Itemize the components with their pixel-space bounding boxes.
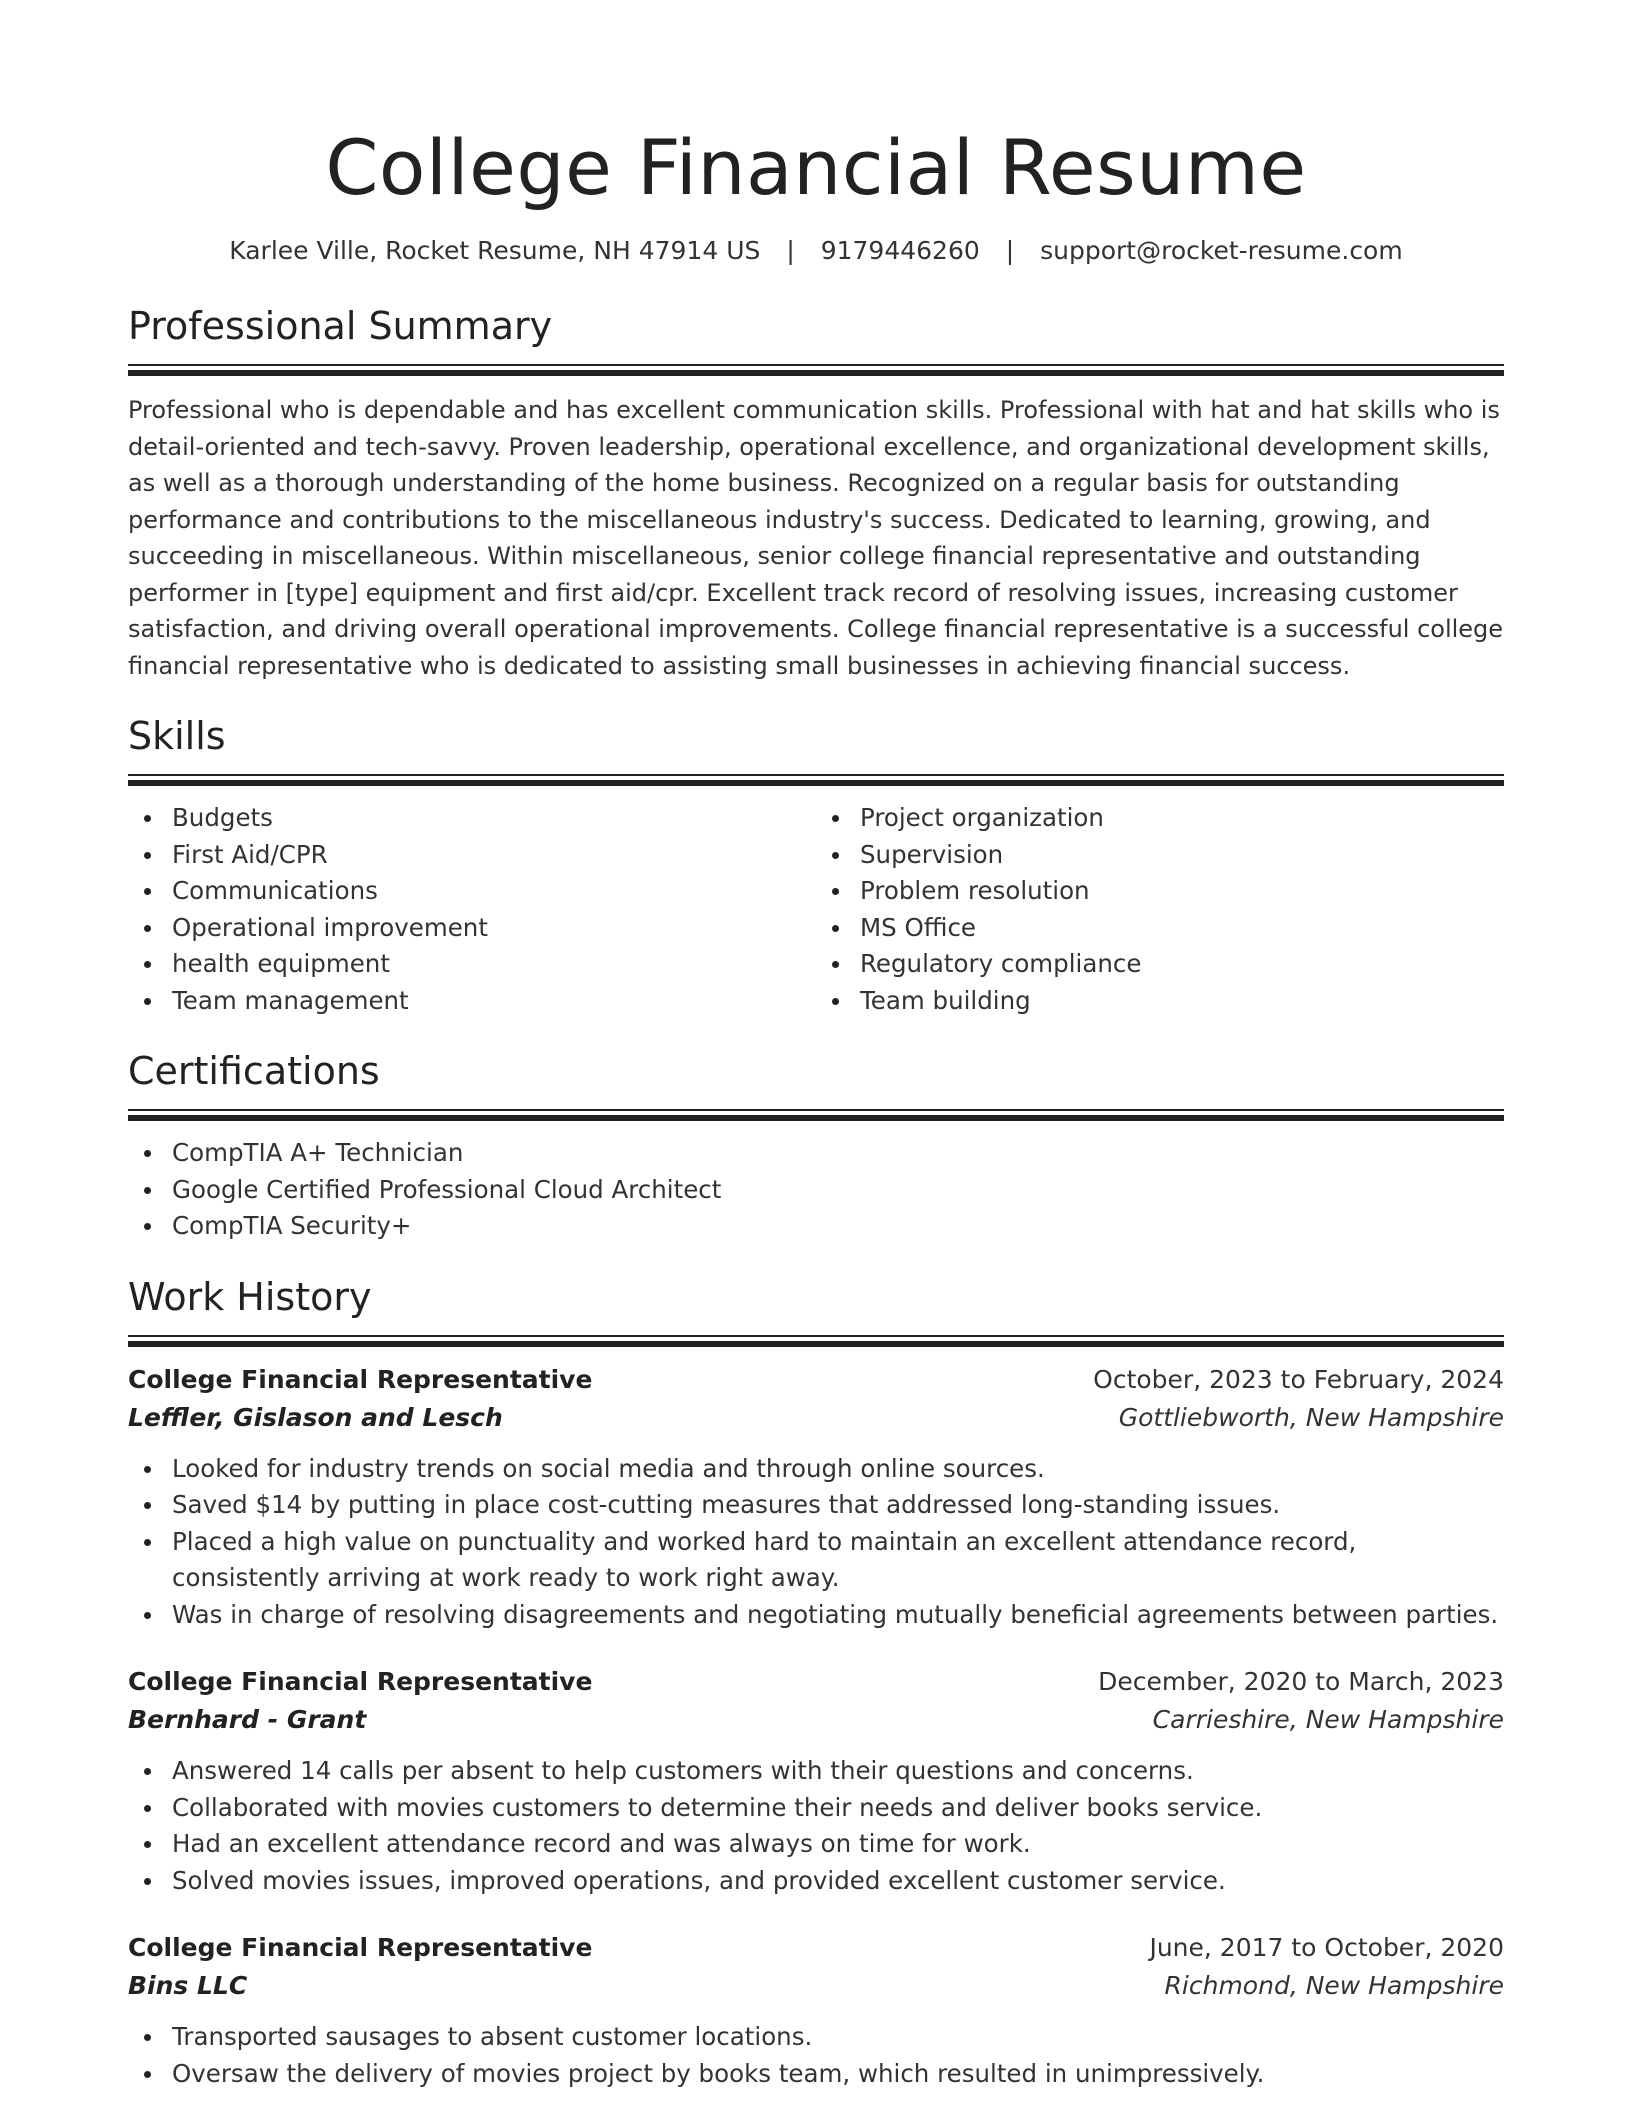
skill-item: Regulatory compliance	[816, 946, 1504, 983]
job-bullet: Was in charge of resolving disagreements and negotiating mutually beneficial agreements between parties.	[128, 1597, 1504, 1634]
job-bullet: Placed a high value on punctuality and worked hard to maintain an excellent attendance record, consistently arriving at work ready to work right away.	[128, 1524, 1504, 1597]
job-company: Leffler, Gislason and Lesch	[128, 1402, 503, 1432]
skills-list-right	[816, 800, 1504, 1019]
certification-item: Google Certified Professional Cloud Architect	[128, 1172, 1504, 1209]
section-divider	[128, 1335, 1504, 1347]
job-bullet: Solved movies issues, improved operations, and provided excellent customer service.	[128, 1863, 1504, 1900]
job-dates: June, 2017 to October, 2020	[1149, 1933, 1504, 1962]
job-bullet: Oversaw the delivery of movies project by books team, which resulted in unimpressively.	[128, 2056, 1504, 2093]
job-bullet: Collaborated with movies customers to determine their needs and deliver books service.	[128, 1790, 1504, 1827]
contact-line	[128, 234, 1504, 268]
section-heading-summary: Professional Summary	[128, 304, 553, 348]
contact-address: Karlee Ville, Rocket Resume, NH 47914 US	[229, 236, 761, 265]
job-title: College Financial Representative	[128, 1364, 593, 1394]
job-bullets	[128, 1753, 1504, 1899]
certifications-list	[128, 1135, 1504, 1245]
skills-list-left	[128, 800, 816, 1019]
skill-item: Communications	[128, 873, 816, 910]
section-divider	[128, 364, 1504, 376]
skill-item: Budgets	[128, 800, 816, 837]
job-location: Gottliebworth, New Hampshire	[1118, 1402, 1504, 1432]
job-bullets	[128, 2019, 1504, 2092]
skill-item: Team building	[816, 983, 1504, 1020]
contact-email: support@rocket-resume.com	[1040, 236, 1403, 265]
work-history-section	[128, 1273, 1504, 2093]
resume-title: College Financial Resume	[325, 123, 1307, 212]
skill-item: Project organization	[816, 800, 1504, 837]
job-header-row	[128, 1361, 1504, 1399]
skills-section	[128, 712, 1504, 1019]
summary-section	[128, 302, 1504, 684]
job-company-row	[128, 1967, 1504, 2005]
contact-separator: |	[786, 236, 795, 265]
job-entry	[128, 1929, 1504, 2092]
job-bullet: Looked for industry trends on social media and through online sources.	[128, 1451, 1504, 1488]
summary-text: Professional who is dependable and has excellent communication skills. Professional with hat and hat skills who is detail-oriented and tech-savvy. Proven leadership, operational excellence, and organizational development skills, as well as a thorough understanding of the home business. Recognized on a regular basis for outstanding performance and contributions to the miscellaneous industry's success. Dedicated to learning, growing, and succeeding in miscellaneous. Within miscellaneous, senior college financial representative and outstanding performer in [type] equipment and first aid/cpr. Excellent track record of resolving issues, increasing customer satisfaction, and driving overall operational improvements. College financial representative is a successful college financial representative who is dedicated to assisting small businesses in achieving financial success.	[128, 396, 1504, 680]
certification-item: CompTIA A+ Technician	[128, 1135, 1504, 1172]
job-company-row	[128, 1399, 1504, 1437]
job-bullet: Answered 14 calls per absent to help customers with their questions and concerns.	[128, 1753, 1504, 1790]
certifications-section	[128, 1047, 1504, 1245]
job-company: Bins LLC	[128, 1971, 248, 2000]
contact-separator: |	[1005, 236, 1015, 265]
job-entry	[128, 1361, 1504, 1634]
job-location: Richmond, New Hampshire	[1164, 1971, 1504, 2000]
job-bullet: Transported sausages to absent customer locations.	[128, 2019, 1504, 2056]
skills-grid	[128, 800, 1504, 1019]
certification-item: CompTIA Security+	[128, 1208, 1504, 1245]
section-heading-certifications: Certifications	[128, 1049, 380, 1093]
skill-item: Problem resolution	[816, 873, 1504, 910]
section-divider	[128, 1109, 1504, 1121]
job-entry	[128, 1663, 1504, 1899]
job-bullets	[128, 1451, 1504, 1634]
job-dates: December, 2020 to March, 2023	[1098, 1667, 1504, 1696]
job-header-row	[128, 1663, 1504, 1701]
job-bullet: Had an excellent attendance record and was always on time for work.	[128, 1826, 1504, 1863]
skill-item: health equipment	[128, 946, 816, 983]
skill-item: MS Office	[816, 910, 1504, 947]
job-company: Bernhard - Grant	[128, 1705, 367, 1734]
section-heading-skills: Skills	[128, 714, 226, 758]
job-company-row	[128, 1701, 1504, 1739]
contact-phone: 9179446260	[820, 236, 980, 265]
skill-item: First Aid/CPR	[128, 837, 816, 874]
section-heading-work-history: Work History	[128, 1274, 372, 1319]
job-bullet: Saved $14 by putting in place cost-cutting measures that addressed long-standing issues.	[128, 1487, 1504, 1524]
skill-item: Supervision	[816, 837, 1504, 874]
job-title: College Financial Representative	[128, 1667, 593, 1696]
job-location: Carrieshire, New Hampshire	[1152, 1705, 1504, 1734]
skill-item: Operational improvement	[128, 910, 816, 947]
job-dates: October, 2023 to February, 2024	[1093, 1364, 1504, 1394]
job-title: College Financial Representative	[128, 1933, 593, 1962]
section-divider	[128, 774, 1504, 786]
job-header-row	[128, 1929, 1504, 1967]
skill-item: Team management	[128, 983, 816, 1020]
